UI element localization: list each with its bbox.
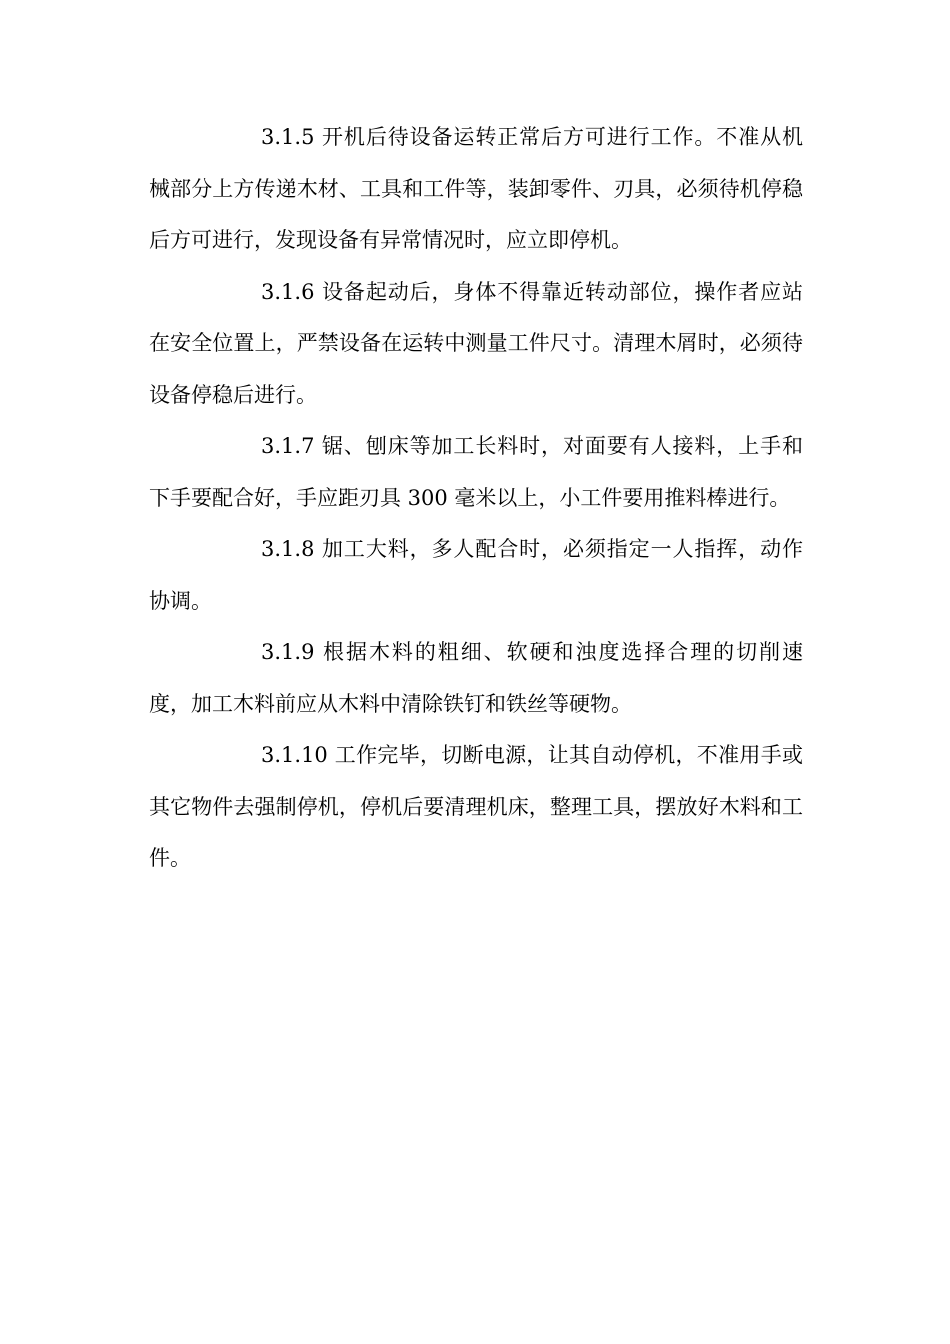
document-body bbox=[149, 112, 803, 885]
paragraph-3-1-6: 3.1.6 设备起动后，身体不得靠近转动部位，操作者应站在安全位置上，严禁设备在运转中测量工件尺寸。清理木屑时，必须待设备停稳后进行。 bbox=[149, 279, 803, 407]
paragraph-3-1-5: 3.1.5 开机后待设备运转正常后方可进行工作。不准从机械部分上方传递木材、工具和工件等，装卸零件、刃具，必须待机停稳后方可进行，发现设备有异常情况时，应立即停机。 bbox=[149, 125, 803, 252]
paragraph-3-1-9: 3.1.9 根据木料的粗细、软硬和浊度选择合理的切削速度，加工木料前应从木料中清除铁钉和铁丝等硬物。 bbox=[149, 640, 803, 716]
paragraph-3-1-10: 3.1.10 工作完毕，切断电源，让其自动停机，不准用手或其它物件去强制停机，停机后要清理机床，整理工具，摆放好木料和工件。 bbox=[149, 743, 803, 870]
paragraph-3-1-7: 3.1.7 锯、刨床等加工长料时，对面要有人接料，上手和下手要配合好，手应距刃具 300 毫米以上，小工件要用推料棒进行。 bbox=[149, 434, 803, 510]
paragraph-3-1-8: 3.1.8 加工大料，多人配合时，必须指定一人指挥，动作协调。 bbox=[149, 537, 803, 613]
